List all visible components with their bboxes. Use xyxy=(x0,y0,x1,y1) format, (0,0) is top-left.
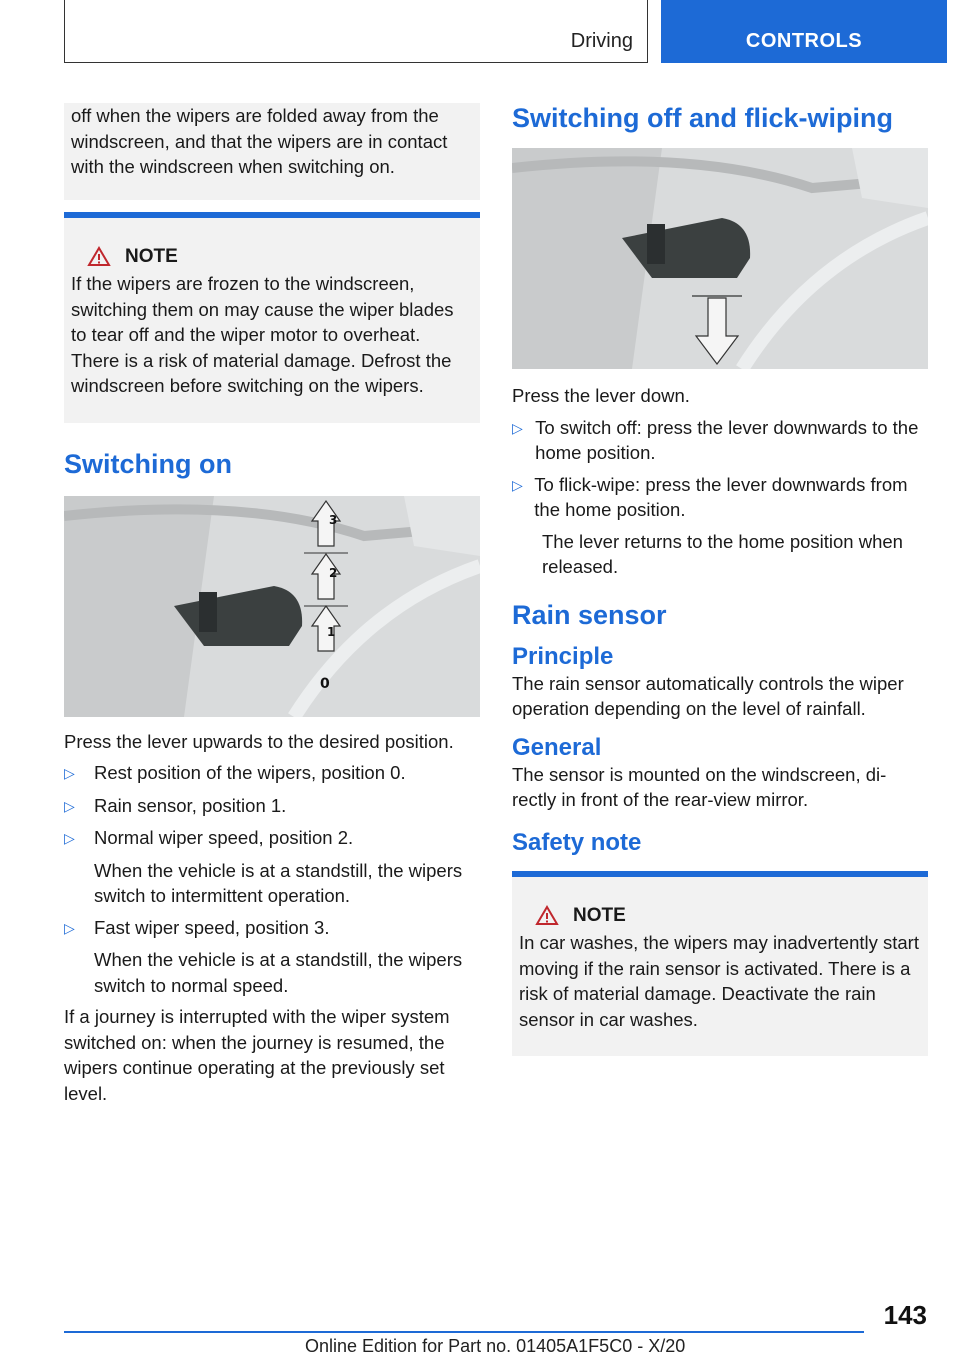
switching-on-closing: If a journey is interrupted with the wiper system switched on: when the journey is resumed, the wipers continue operating at the previously set level. xyxy=(64,1006,450,1104)
general-text: The sensor is mounted on the windscreen, di-rectly in front of the rear-view mirror. xyxy=(512,763,887,810)
heading-general: General xyxy=(512,733,602,761)
note-text: In car washes, the wipers may inadvertently start moving if the rain sensor is activated. There is a risk of material damage. Deactivate the rain sensor in car washes. xyxy=(519,932,919,1030)
list-item-subtext: When the vehicle is at a standstill, the wipers switch to normal speed. xyxy=(94,949,463,996)
intro-text: off when the wipers are folded away from the windscreen, and that the wipers are in contact with the windscreen when switching on. xyxy=(71,105,448,177)
warning-icon xyxy=(87,246,111,267)
list-item xyxy=(64,915,480,942)
bullet-triangle-icon: ▷ xyxy=(512,419,523,436)
list-item xyxy=(64,793,480,820)
list-item xyxy=(512,472,928,523)
position-3-label: 3 xyxy=(329,512,338,527)
heading-switching-on: Switching on xyxy=(64,448,232,479)
bullet-triangle-icon: ▷ xyxy=(64,830,75,846)
bullet-triangle-icon: ▷ xyxy=(64,765,75,781)
list-item-text: Fast wiper speed, position 3. xyxy=(94,916,330,938)
heading-safety-note: Safety note xyxy=(512,828,642,856)
heading-switching-off: Switching off and flick-wiping xyxy=(512,103,893,133)
lever-up-illustration xyxy=(64,496,480,717)
position-2-label: 2 xyxy=(329,565,338,580)
list-item-subtext: The lever returns to the home position when released. xyxy=(542,530,903,577)
note-title-text: NOTE xyxy=(573,904,626,926)
flick-lead: Press the lever down. xyxy=(512,385,690,406)
switching-on-lead: Press the lever upwards to the desired position. xyxy=(64,730,454,752)
figure-lever-down xyxy=(512,148,928,369)
list-item-text: To switch off: press the lever downwards to the home position. xyxy=(535,416,919,463)
left-column xyxy=(64,103,480,1106)
principle-text: The rain sensor automatically controls the wiper operation depending on the level of rainfall. xyxy=(512,672,904,719)
list-item-subtext: When the vehicle is at a standstill, the wipers switch to intermittent operation. xyxy=(94,859,463,906)
note-text: If the wipers are frozen to the windscreen, switching them on may cause the wiper blades to tear off and the wiper motor to overheat. There is a risk of material damage. Defrost the windscreen before switching on the wipers. xyxy=(71,273,454,396)
intro-box xyxy=(64,103,480,200)
warning-icon xyxy=(535,905,559,926)
note-frozen-wipers xyxy=(64,212,480,423)
page-number: 143 xyxy=(883,1300,927,1330)
figure-lever-up xyxy=(64,496,480,717)
list-item-text: Rain sensor, position 1. xyxy=(94,794,287,816)
note-title-text: NOTE xyxy=(125,245,178,267)
list-item xyxy=(64,760,480,787)
heading-principle: Principle xyxy=(512,642,614,670)
bullet-triangle-icon: ▷ xyxy=(64,919,75,936)
note-car-wash xyxy=(512,871,928,1057)
section-label: Driving xyxy=(570,30,633,52)
header-box xyxy=(64,0,648,63)
lever-down-illustration xyxy=(512,148,928,369)
note-title xyxy=(519,903,921,929)
position-1-label: 1 xyxy=(327,624,336,639)
list-item xyxy=(64,825,480,852)
bullet-triangle-icon: ▷ xyxy=(512,476,523,493)
list-item-text: To flick-wipe: press the lever downwards from the home position. xyxy=(534,473,908,520)
edition-text: Online Edition for Part no. 01405A1F5C0 - X/20 xyxy=(305,1336,686,1356)
list-item-text: Rest position of the wipers, position 0. xyxy=(94,762,406,783)
note-title xyxy=(71,244,473,270)
heading-rain-sensor: Rain sensor xyxy=(512,599,667,630)
list-item-text: Normal wiper speed, position 2. xyxy=(94,827,354,848)
right-column xyxy=(512,103,928,1056)
footer-divider xyxy=(64,1331,864,1333)
position-0-label: 0 xyxy=(320,675,330,692)
bullet-triangle-icon: ▷ xyxy=(64,797,75,814)
chapter-tab[interactable]: CONTROLS xyxy=(661,0,947,63)
list-item xyxy=(512,415,928,466)
